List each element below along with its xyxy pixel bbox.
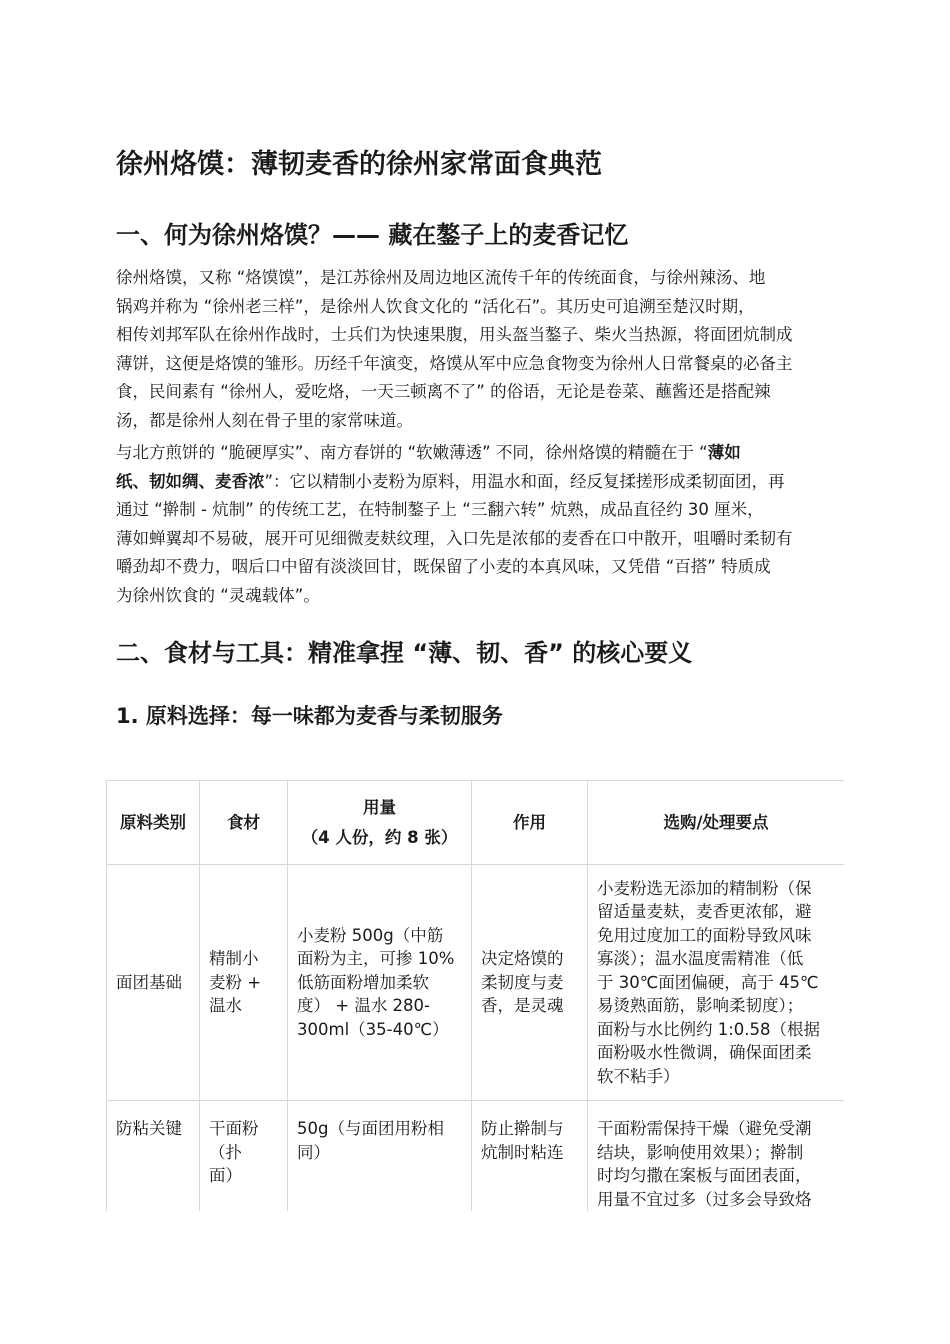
cell-line: 于 30℃面团偏硬，高于 45℃ bbox=[597, 972, 819, 992]
cell-line: 结块，影响使用效果）；擀制 bbox=[597, 1142, 804, 1162]
cell-line: 柔韧度与麦 bbox=[481, 972, 564, 992]
header-ingredient: 食材 bbox=[200, 781, 288, 865]
table-cell bbox=[200, 865, 288, 1101]
text-line: 汤，都是徐州人刻在骨子里的家常味道。 bbox=[116, 410, 413, 430]
cell-line: 50g（与面团用粉相 bbox=[297, 1119, 444, 1138]
table-row bbox=[107, 865, 845, 1101]
text-line: 相传刘邦军队在徐州作战时，士兵们为快速果腹，用头盔当鏊子、柴火当热源，将面团炕制成 bbox=[116, 325, 793, 345]
header-amount-line: （4 人份，约 8 张） bbox=[301, 827, 458, 847]
cell-line: 度） + 温水 280- bbox=[297, 996, 431, 1016]
table-row bbox=[107, 1101, 845, 1212]
text-line bbox=[116, 468, 836, 497]
cell-line: 干面粉 bbox=[209, 1119, 259, 1138]
text-line: 食，民间素有 “徐州人，爱吃烙，一天三顿离不了” 的俗语，无论是卷菜、蘸酱还是搭配辣 bbox=[116, 382, 771, 402]
cell-line: 免用过度加工的面粉导致风味 bbox=[597, 925, 812, 945]
cell-line: 面粉与水比例约 1:0.58（根据 bbox=[597, 1019, 821, 1039]
cell-line: 干面粉需保持干燥（避免受潮 bbox=[597, 1119, 812, 1138]
table-cell bbox=[107, 1101, 200, 1212]
cell-line: 炕制时粘连 bbox=[481, 1142, 564, 1162]
table-header-row bbox=[107, 781, 845, 865]
cell-line: 低筋面粉增加柔软 bbox=[297, 972, 429, 992]
cell-line: 防粘关键 bbox=[116, 1119, 182, 1138]
cell-line: 麦粉 + bbox=[209, 972, 262, 992]
text-line: 锅鸡并称为 “徐州老三样”，是徐州人饮食文化的 “活化石”。其历史可追溯至楚汉时期， bbox=[116, 296, 755, 316]
cell-line: 防止擀制与 bbox=[481, 1119, 564, 1138]
table-cell bbox=[107, 865, 200, 1101]
table-cell bbox=[288, 865, 472, 1101]
cell-line: 易烫熟面筋，影响柔韧度）； bbox=[597, 996, 804, 1016]
table-cell bbox=[588, 1101, 845, 1212]
section1-heading: 一、何为徐州烙馍？—— 藏在鏊子上的麦香记忆 bbox=[116, 221, 629, 249]
cell-line: 同） bbox=[297, 1142, 330, 1162]
table-cell bbox=[472, 1101, 588, 1212]
text-line: 嚼劲却不费力，咽后口中留有淡淡回甘，既保留了小麦的本真风味，又凭借 “百搭” 特质成 bbox=[116, 557, 771, 577]
text-line: 薄饼，这便是烙馍的雏形。历经千年演变，烙馍从军中应急食物变为徐州人日常餐桌的必备主 bbox=[116, 353, 793, 373]
cell-line: （扑 bbox=[209, 1142, 242, 1162]
text-line: 徐州烙馍，又称 “烙馍馍”，是江苏徐州及周边地区流传千年的传统面食，与徐州辣汤、地 bbox=[116, 268, 766, 287]
table-cell bbox=[472, 865, 588, 1101]
table-cell bbox=[200, 1101, 288, 1212]
table-cell bbox=[588, 865, 845, 1101]
emphasis-text: 纸、韧如绸、麦香浓 bbox=[116, 471, 265, 491]
cell-line: 寡淡）；温水温度需精准（低 bbox=[597, 949, 804, 969]
cell-line: 面） bbox=[209, 1166, 242, 1185]
cell-line: 面粉为主，可掺 10% bbox=[297, 949, 455, 969]
cell-line: 300ml（35-40℃） bbox=[297, 1019, 449, 1039]
text-line: 通过 “擀制 - 炕制” 的传统工艺，在特制鏊子上 “三翻六转” 炕熟，成品直径约 30 厘米， bbox=[116, 500, 764, 520]
section2-heading: 二、食材与工具：精准拿捏 “薄、韧、香” 的核心要义 bbox=[116, 639, 693, 667]
cell-line: 温水 bbox=[209, 996, 242, 1016]
cell-line: 小麦粉选无添加的精制粉（保 bbox=[597, 878, 812, 898]
emphasis-text: 薄如 bbox=[707, 443, 741, 462]
text-line: 为徐州饮食的 “灵魂载体”。 bbox=[116, 585, 320, 605]
section1-paragraph-1 bbox=[116, 264, 836, 436]
ingredients-table bbox=[106, 780, 844, 1211]
cell-line: 香，是灵魂 bbox=[481, 996, 564, 1016]
text-run: 与北方煎饼的 “脆硬厚实”、南方春饼的 “软嫩薄透” 不同，徐州烙馍的精髓在于 “ bbox=[116, 443, 708, 462]
header-amount bbox=[288, 781, 472, 865]
text-line bbox=[116, 439, 836, 468]
header-function: 作用 bbox=[472, 781, 588, 865]
header-tips: 选购/处理要点 bbox=[588, 781, 845, 865]
cell-line: 用量不宜过多（过多会导致烙 bbox=[597, 1189, 812, 1209]
cell-line: 面粉吸水性微调，确保面团柔 bbox=[597, 1043, 812, 1063]
cell-line: 时均匀撒在案板与面团表面， bbox=[597, 1166, 812, 1185]
section2-subheading: 1. 原料选择：每一味都为麦香与柔韧服务 bbox=[116, 704, 503, 728]
cell-line: 精制小 bbox=[209, 949, 259, 969]
cell-line: 决定烙馍的 bbox=[481, 949, 564, 969]
header-amount-line: 用量 bbox=[363, 798, 396, 817]
page-title: 徐州烙馍：薄韧麦香的徐州家常面食典范 bbox=[116, 149, 602, 180]
table-cell bbox=[288, 1101, 472, 1212]
header-category: 原料类别 bbox=[107, 781, 200, 865]
cell-line: 面团基础 bbox=[116, 972, 182, 992]
cell-line: 留适量麦麸，麦香更浓郁，避 bbox=[597, 902, 812, 922]
ingredients-table-container bbox=[106, 780, 844, 1211]
text-line: 薄如蝉翼却不易破，展开可见细微麦麸纹理，入口先是浓郁的麦香在口中散开，咀嚼时柔韧有 bbox=[116, 528, 793, 548]
cell-line: 小麦粉 500g（中筋 bbox=[297, 925, 444, 945]
cell-line: 软不粘手） bbox=[597, 1066, 680, 1086]
section1-paragraph-2 bbox=[116, 439, 836, 611]
text-run: ”：它以精制小麦粉为原料，用温水和面，经反复揉搓形成柔韧面团，再 bbox=[264, 471, 785, 491]
